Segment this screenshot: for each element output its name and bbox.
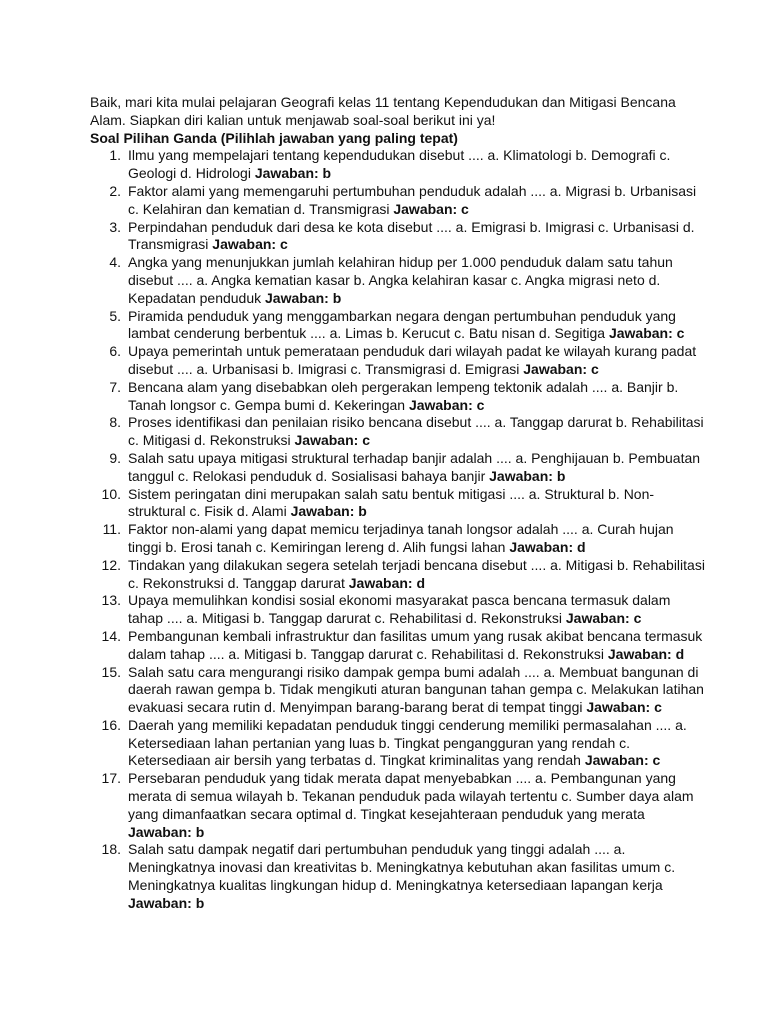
answer-key: Jawaban: b [290, 503, 367, 520]
answer-key: Jawaban: b [489, 467, 566, 484]
question-number: 17. [101, 770, 121, 787]
question-text: Ilmu yang mempelajari tentang kependudukan disebut .... a. Klimatologi b. Demografi c. Geologi d. Hidrologi [128, 147, 671, 182]
question-item [90, 219, 708, 255]
question-text: Upaya memulihkan kondisi sosial ekonomi masyarakat pasca bencana termasuk dalam tahap .... a. Mitigasi b. Tanggap darurat c. Rehabilitasi d. Rekonstruksi [128, 592, 671, 627]
answer-key: Jawaban: d [509, 538, 586, 555]
question-number: 15. [101, 663, 121, 680]
section-title: Soal Pilihan Ganda (Pilihlah jawaban yang paling tepat) [90, 129, 458, 146]
question-text: Proses identifikasi dan penilaian risiko bencana disebut .... a. Tanggap darurat b. Rehabilitasi c. Mitigasi d. Rekonstruksi [128, 414, 704, 449]
intro-paragraph: Baik, mari kita mulai pelajaran Geografi kelas 11 tentang Kependudukan dan Mitigasi Bencana Alam. Siapkan diri kalian untuk menjawab soal-soal berikut ini ya! [90, 94, 676, 128]
question-number: 6. [109, 343, 121, 360]
answer-key: Jawaban: b [128, 823, 205, 840]
answer-key: Jawaban: c [212, 236, 288, 253]
answer-key: Jawaban: c [584, 752, 661, 769]
question-item [90, 183, 708, 219]
question-item [90, 521, 708, 557]
question-number: 12. [101, 556, 121, 573]
question-text: Salah satu dampak negatif dari pertumbuhan penduduk yang tinggi adalah .... a. Meningkatnya inovasi dan kreativitas b. Meningkatnya kebutuhan akan fasilitas umum c. Meningkatnya kualitas lingkungan hidup d. Meningkatnya ketersediaan lapangan kerja [128, 841, 676, 894]
question-number: 7. [109, 378, 121, 395]
answer-key: Jawaban: b [265, 289, 342, 306]
answer-key: Jawaban: c [565, 610, 642, 627]
question-text: Bencana alam yang disebabkan oleh pergerakan lempeng tektonik adalah .... a. Banjir b. Tanah longsor c. Gempa bumi d. Kekeringan [128, 378, 679, 413]
answer-key: Jawaban: c [586, 699, 662, 716]
question-number: 11. [102, 521, 121, 538]
question-number: 4. [109, 254, 121, 271]
answer-key: Jawaban: c [523, 360, 599, 377]
question-text: Faktor non-alami yang dapat memicu terjadinya tanah longsor adalah .... a. Curah hujan tinggi b. Erosi tanah c. Kemiringan lereng d. Alih fungsi lahan [128, 521, 674, 555]
question-number: 13. [101, 592, 121, 609]
answer-key: Jawaban: c [393, 200, 469, 217]
question-item [90, 717, 708, 770]
question-item [90, 379, 708, 415]
question-number: 3. [109, 218, 121, 235]
question-number: 16. [101, 716, 121, 733]
question-item [90, 254, 708, 307]
question-text: Perpindahan penduduk dari desa ke kota disebut .... a. Emigrasi b. Imigrasi c. Urbanisasi d. Transmigrasi [128, 218, 695, 253]
question-text: Salah satu upaya mitigasi struktural terhadap banjir adalah .... a. Penghijauan b. Pembuatan tanggul c. Relokasi penduduk d. Sosialisasi bahaya banjir [128, 449, 701, 484]
question-number: 8. [109, 414, 121, 431]
answer-key: Jawaban: c [408, 396, 485, 413]
question-item [90, 450, 708, 486]
answer-key: Jawaban: b [254, 165, 332, 182]
question-text: Angka yang menunjukkan jumlah kelahiran hidup per 1.000 penduduk dalam satu tahun disebut .... a. Angka kematian kasar b. Angka kelahiran kasar c. Angka migrasi neto d. Kepadatan penduduk [128, 254, 673, 306]
answer-key: Jawaban: d [607, 645, 685, 662]
question-text: Upaya pemerintah untuk pemerataan penduduk dari wilayah padat ke wilayah kurang padat disebut .... a. Urbanisasi b. Imigrasi c. Transmigrasi d. Emigrasi [128, 343, 697, 377]
question-number: 18. [101, 841, 121, 858]
question-number: 2. [109, 182, 121, 199]
question-item [90, 664, 708, 717]
question-item [90, 592, 708, 628]
question-text: Sistem peringatan dini merupakan salah satu bentuk mitigasi .... a. Struktural b. Non-struktural c. Fisik d. Alami [128, 485, 655, 520]
question-text: Daerah yang memiliki kepadatan penduduk tinggi cenderung memiliki permasalahan .... a. Ketersediaan lahan pertanian yang luas b. Tingkat pengangguran yang rendah c. Ketersediaan air bersih yang terbatas d. Tingkat kriminalitas yang rendah [128, 716, 687, 769]
question-number: 9. [109, 449, 121, 466]
question-number: 14. [101, 627, 121, 644]
question-text: Tindakan yang dilakukan segera setelah terjadi bencana disebut .... a. Mitigasi b. Rehabilitasi c. Rekonstruksi d. Tanggap darurat [128, 556, 705, 591]
answer-key: Jawaban: c [294, 432, 370, 449]
answer-key: Jawaban: b [128, 894, 205, 911]
question-list [90, 147, 708, 912]
question-item [90, 414, 708, 450]
question-item [90, 841, 708, 912]
question-number: 10. [101, 485, 121, 502]
question-number: 1. [109, 147, 121, 164]
question-item [90, 770, 708, 841]
question-item [90, 628, 708, 664]
question-text: Persebaran penduduk yang tidak merata dapat menyebabkan .... a. Pembangunan yang merata di semua wilayah b. Tekanan penduduk pada wilayah tertentu c. Sumber daya alam yang dimanfaatkan secara optimal d. Tingkat kesejahteraan penduduk yang merata [128, 770, 694, 822]
question-text: Pembangunan kembali infrastruktur dan fasilitas umum yang rusak akibat bencana termasuk dalam tahap .... a. Mitigasi b. Tanggap darurat c. Rehabilitasi d. Rekonstruksi [128, 627, 703, 662]
question-item [90, 147, 708, 183]
question-text: Faktor alami yang memengaruhi pertumbuhan penduduk adalah .... a. Migrasi b. Urbanisasi c. Kelahiran dan kematian d. Transmigrasi [128, 182, 697, 217]
answer-key: Jawaban: c [608, 325, 685, 342]
question-item [90, 486, 708, 522]
question-text: Piramida penduduk yang menggambarkan negara dengan pertumbuhan penduduk yang lambat cenderung berbentuk .... a. Limas b. Kerucut c. Batu nisan d. Segitiga [128, 307, 676, 342]
question-number: 5. [109, 307, 121, 324]
question-item [90, 343, 708, 379]
answer-key: Jawaban: d [348, 574, 426, 591]
question-item [90, 308, 708, 344]
question-text: Salah satu cara mengurangi risiko dampak gempa bumi adalah .... a. Membuat bangunan di daerah rawan gempa b. Tidak mengikuti aturan bangunan tahan gempa c. Melakukan latihan evakuasi secara rutin d. Menyimpan barang-barang berat di tempat tinggi [128, 663, 704, 716]
question-item [90, 557, 708, 593]
